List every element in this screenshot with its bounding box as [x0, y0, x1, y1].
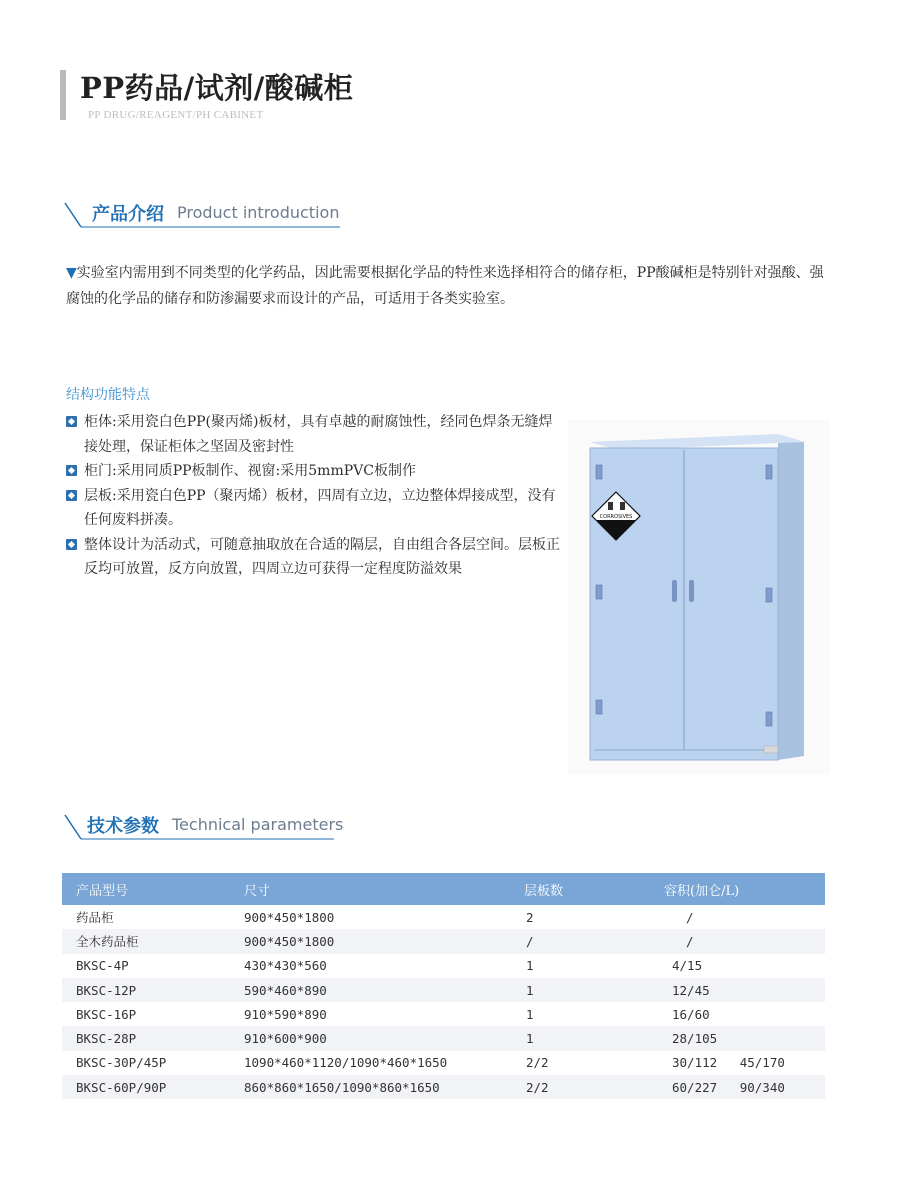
- params-section-heading: [62, 812, 352, 846]
- intro-paragraph: [66, 260, 836, 312]
- hazard-label: CORROSIVES: [599, 514, 633, 520]
- header-model: 产品型号: [62, 873, 244, 905]
- feature-item: 柜门:采用同质PP板制作、视窗:采用5mmPVC板制作: [66, 459, 566, 484]
- table-row: BKSC-16P 910*590*890 1 16/60: [76, 1006, 710, 1022]
- header-volume: 容积(加仑/L): [664, 873, 825, 905]
- bullet-icon: [66, 416, 77, 427]
- features-list: [66, 410, 566, 582]
- intro-section-heading: [62, 200, 352, 234]
- feature-item: 柜体:采用瓷白色PP(聚丙烯)板材，具有卓越的耐腐蚀性，经同色焊条无缝焊接处理，保证柜体之坚固及密封性: [66, 410, 566, 459]
- bullet-icon: [66, 465, 77, 476]
- cabinet-product-image: [568, 420, 830, 775]
- header-shelves: 层板数: [514, 873, 664, 905]
- page-title: PP药品/试剂/酸碱柜: [80, 71, 354, 105]
- feature-item: 层板:采用瓷白色PP（聚丙烯）板材，四周有立边，立边整体焊接成型，没有任何废料拼凑。: [66, 484, 566, 533]
- table-row: BKSC-28P 910*600*900 1 28/105: [62, 1026, 825, 1050]
- table-row: BKSC-30P/45P 1090*460*1120/1090*460*1650 2/2 30/112 45/170: [76, 1055, 785, 1071]
- params-title-en: Technical parameters: [172, 815, 344, 834]
- params-table: [62, 873, 825, 1099]
- intro-title-en: Product introduction: [177, 203, 340, 222]
- feature-item: 整体设计为活动式，可随意抽取放在合适的隔层，自由组合各层空间。层板正反均可放置，反方向放置，四周立边可获得一定程度防溢效果: [66, 533, 566, 582]
- table-row: 全木药品柜 900*450*1800 / /: [62, 929, 825, 953]
- page-subtitle: PP DRUG/REAGENT/PH CABINET: [88, 109, 264, 121]
- features-title: 结构功能特点: [66, 387, 150, 403]
- table-row: BKSC-12P 590*460*890 1 12/45: [62, 978, 825, 1002]
- header-size: 尺寸: [244, 873, 514, 905]
- title-accent-bar: [60, 70, 66, 120]
- triangle-marker-icon: ▼: [66, 265, 77, 281]
- params-title-cn: 技术参数: [87, 816, 159, 837]
- intro-text: 实验室内需用到不同类型的化学药品，因此需要根据化学品的特性来选择相符合的储存柜，PP酸碱柜是特别针对强酸、强腐蚀的化学品的储存和防渗漏要求而设计的产品，可适用于各类实验室。: [66, 265, 824, 307]
- table-row: BKSC-4P 430*430*560 1 4/15: [76, 958, 703, 974]
- table-row: BKSC-60P/90P 860*860*1650/1090*860*1650 2/2 60/227 90/340: [62, 1075, 825, 1099]
- bullet-icon: [66, 539, 77, 550]
- intro-title-cn: 产品介绍: [92, 204, 164, 225]
- table-row: 药品柜 900*450*1800 2 /: [76, 909, 694, 926]
- table-header-row: [62, 873, 825, 905]
- bullet-icon: [66, 490, 77, 501]
